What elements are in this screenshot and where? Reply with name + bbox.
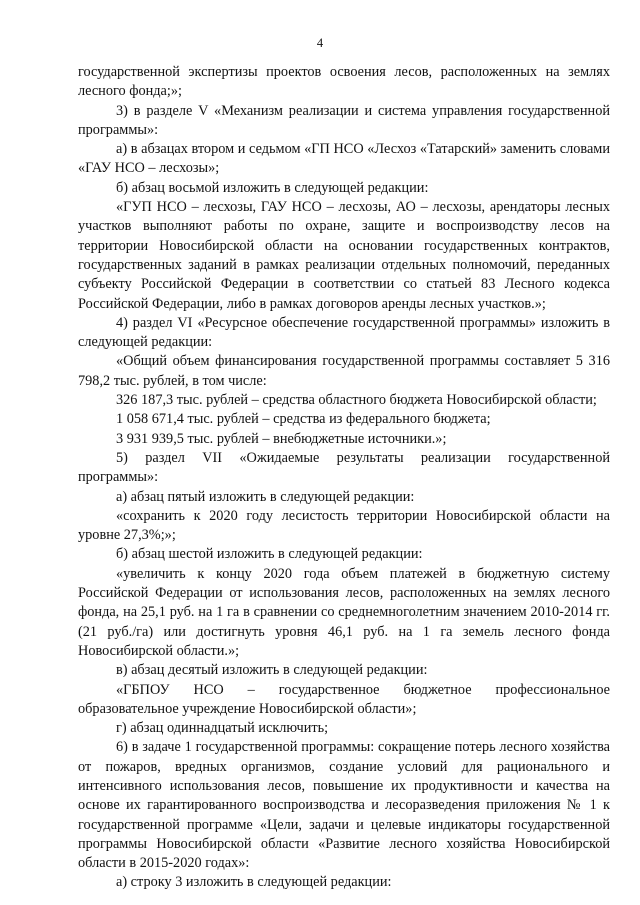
document-body — [78, 63, 610, 893]
paragraph: 5) раздел VII «Ожидаемые результаты реализации государственной программы»: — [78, 449, 610, 486]
paragraph: 1 058 671,4 тыс. рублей – средства из федерального бюджета; — [116, 411, 491, 428]
paragraph: б) абзац восьмой изложить в следующей редакции: — [116, 179, 429, 196]
paragraph: г) абзац одиннадцатый исключить; — [116, 720, 329, 737]
page-number: 4 — [316, 36, 324, 50]
paragraph: «Общий объем финансирования государственной программы составляет 5 316 798,2 тыс. рублей, в том числе: — [78, 353, 610, 389]
paragraph: а) абзац пятый изложить в следующей редакции: — [116, 488, 415, 505]
paragraph: «сохранить к 2020 году лесистость территории Новосибирской области на уровне 27,3%;»; — [78, 507, 610, 544]
paragraph: 3) в разделе V «Механизм реализации и система управления государственной программы»: — [78, 102, 610, 138]
paragraph: 3 931 939,5 тыс. рублей – внебюджетные источники.»; — [116, 430, 447, 447]
paragraph: «увеличить к концу 2020 года объем платежей в бюджетную систему Российской Федерации от использования лесов, расположенных на землях лесного фонда, на 25,1 руб. на 1 га в сравнении со среднемноголетним значением 2010-2014 гг. (21 руб./га) или достигнуть уровня 46,1 руб. на 1 га земель лесного фонда Новосибирской области.»; — [78, 565, 610, 659]
paragraph: «ГБПОУ НСО – государственное бюджетное профессиональное образовательное учреждение Новосибирской области»; — [78, 681, 610, 717]
paragraph: государственной экспертизы проектов освоения лесов, расположенных на землях лесного фонда;»; — [78, 64, 610, 100]
paragraph: 4) раздел VI «Ресурсное обеспечение государственной программы» изложить в следующей редакции: — [78, 314, 610, 351]
paragraph: а) строку 3 изложить в следующей редакции: — [116, 874, 392, 891]
paragraph: б) абзац шестой изложить в следующей редакции: — [116, 546, 423, 563]
paragraph: «ГУП НСО – лесхозы, ГАУ НСО – лесхозы, АО – лесхозы, арендаторы лесных участков выполняют работы по охране, защите и воспроизводству лесов на территории Новосибирской области на основании государственных контрактов, государственных заданий в рамках реализации отдельных полномочий, переданных субъекту Российской Федерации в соответствии со статьей 83 Лесного кодекса Российской Федерации, либо в рамках договоров аренды лесных участков.»; — [78, 199, 610, 312]
paragraph: в) абзац десятый изложить в следующей редакции: — [116, 662, 428, 679]
paragraph: 326 187,3 тыс. рублей – средства областного бюджета Новосибирской области; — [116, 392, 597, 409]
paragraph: а) в абзацах втором и седьмом «ГП НСО «Лесхоз «Татарский» заменить словами «ГАУ НСО – лесхозы»; — [78, 141, 610, 177]
paragraph: 6) в задаче 1 государственной программы: сокращение потерь лесного хозяйства от пожаров, вредных организмов, создание условий для рационального и интенсивного использования лесов, повышение их продуктивности и качества на основе их гарантированного воспроизводства и лесоразведения приложения № 1 к государственной программе «Цели, задачи и целевые индикаторы государственной программы Новосибирской области «Развитие лесного хозяйства Новосибирской области в 2015-2020 годах»: — [78, 739, 610, 872]
